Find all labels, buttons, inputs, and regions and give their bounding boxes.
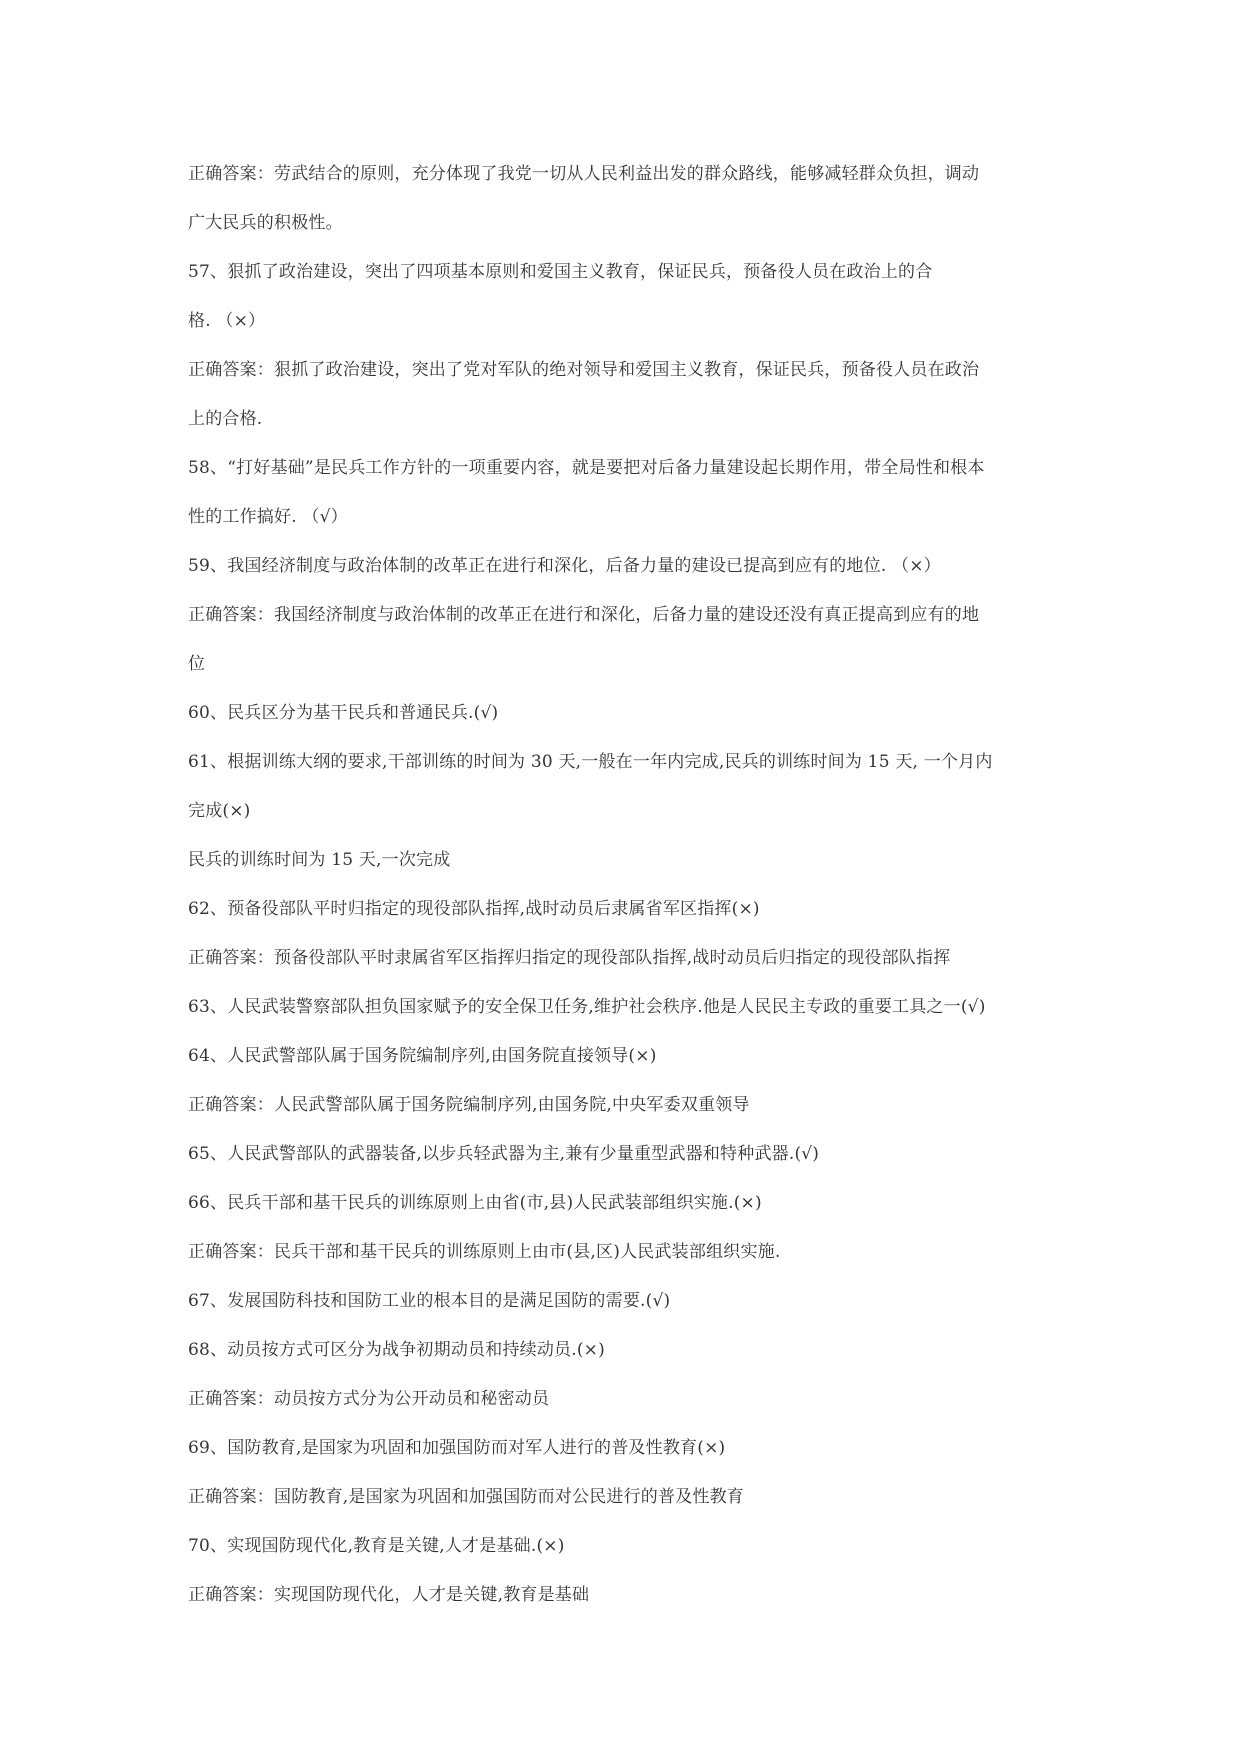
text-line: 正确答案：预备役部队平时隶属省军区指挥归指定的现役部队指挥,战时动员后归指定的现役部队指挥 [188, 948, 951, 968]
text-line: 59、我国经济制度与政治体制的改革正在进行和深化，后备力量的建设已提高到应有的地位. （×） [188, 556, 941, 576]
text-line: 67、发展国防科技和国防工业的根本目的是满足国防的需要.(√) [188, 1291, 671, 1311]
document-body [188, 150, 1053, 1620]
text-line: 64、人民武警部队属于国务院编制序列,由国务院直接领导(×) [188, 1046, 657, 1066]
text-line: 位 [188, 654, 206, 674]
text-line: 正确答案：我国经济制度与政治体制的改革正在进行和深化，后备力量的建设还没有真正提高到应有的地 [188, 605, 980, 625]
text-line: 63、人民武装警察部队担负国家赋予的安全保卫任务,维护社会秩序.他是人民民主专政的重要工具之一(√) [188, 997, 986, 1017]
text-line: 69、国防教育,是国家为巩固和加强国防而对军人进行的普及性教育(×) [188, 1438, 726, 1458]
text-line: 上的合格. [188, 409, 263, 429]
text-line: 60、民兵区分为基干民兵和普通民兵.(√) [188, 703, 499, 723]
text-line: 65、人民武警部队的武器装备,以步兵轻武器为主,兼有少量重型武器和特种武器.(√) [188, 1144, 820, 1164]
text-line: 完成(×) [188, 801, 251, 821]
text-line: 70、实现国防现代化,教育是关键,人才是基础.(×) [188, 1536, 565, 1556]
text-line: 民兵的训练时间为 15 天,一次完成 [188, 850, 451, 870]
text-line: 57、狠抓了政治建设，突出了四项基本原则和爱国主义教育，保证民兵，预备役人员在政治上的合 [188, 262, 933, 282]
text-line: 正确答案：人民武警部队属于国务院编制序列,由国务院,中央军委双重领导 [188, 1095, 750, 1115]
text-line: 58、“打好基础”是民兵工作方针的一项重要内容，就是要把对后备力量建设起长期作用，带全局性和根本 [188, 458, 985, 478]
text-line: 正确答案：劳武结合的原则，充分体现了我党一切从人民利益出发的群众路线，能够减轻群众负担，调动 [188, 164, 980, 184]
text-line: 62、预备役部队平时归指定的现役部队指挥,战时动员后隶属省军区指挥(×) [188, 899, 760, 919]
text-line: 正确答案：国防教育,是国家为巩固和加强国防而对公民进行的普及性教育 [188, 1487, 745, 1507]
text-line: 性的工作搞好. （√） [188, 507, 348, 527]
text-line: 正确答案：动员按方式分为公开动员和秘密动员 [188, 1389, 550, 1409]
text-line: 正确答案：民兵干部和基干民兵的训练原则上由市(县,区)人民武装部组织实施. [188, 1242, 781, 1262]
text-line: 格. （×） [188, 311, 266, 331]
text-line: 61、根据训练大纲的要求,干部训练的时间为 30 天,一般在一年内完成,民兵的训练时间为 15 天, 一个月内 [188, 752, 993, 772]
text-line: 68、动员按方式可区分为战争初期动员和持续动员.(×) [188, 1340, 605, 1360]
text-line: 66、民兵干部和基干民兵的训练原则上由省(市,县)人民武装部组织实施.(×) [188, 1193, 762, 1213]
text-line: 正确答案：狠抓了政治建设，突出了党对军队的绝对领导和爱国主义教育，保证民兵，预备役人员在政治 [188, 360, 980, 380]
text-line: 广大民兵的积极性。 [188, 213, 343, 233]
text-line: 正确答案：实现国防现代化，人才是关键,教育是基础 [188, 1585, 590, 1605]
